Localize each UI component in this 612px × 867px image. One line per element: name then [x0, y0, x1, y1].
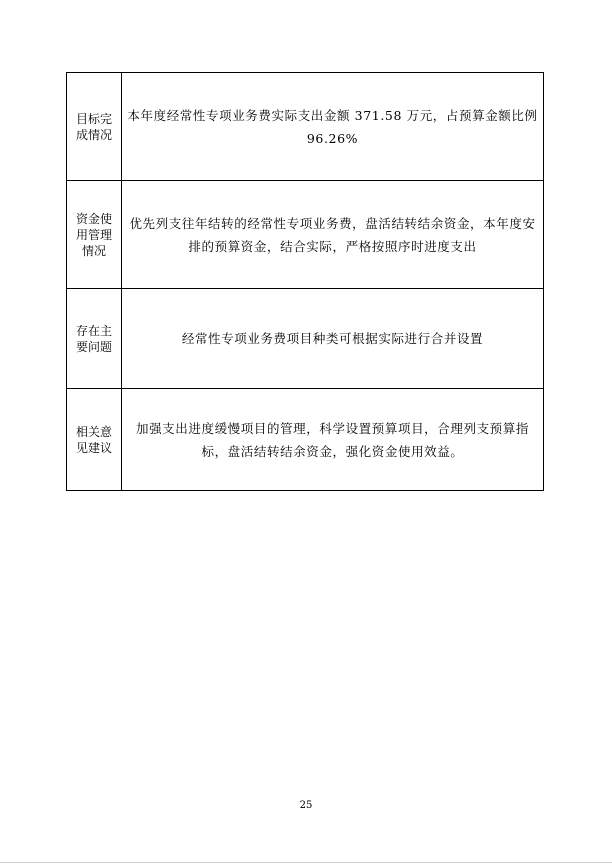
row-label: 相关意见建议	[75, 424, 112, 455]
row-label: 目标完成情况	[75, 111, 112, 142]
page-edge-divider	[0, 862, 612, 863]
row-content: 经常性专项业务费项目种类可根据实际进行合并设置	[181, 331, 484, 346]
report-table	[66, 72, 544, 491]
page-number: 25	[299, 800, 313, 811]
row-label-cell	[67, 181, 122, 289]
table-row-suggestions	[67, 389, 544, 491]
row-label: 资金使用管理情况	[75, 211, 112, 258]
row-label-cell	[67, 289, 122, 389]
row-content: 本年度经常性专项业务费实际支出金额 371.58 万元，占预算金额比例 96.26%	[127, 107, 538, 146]
row-content-cell	[122, 389, 544, 491]
row-content-cell	[122, 181, 544, 289]
row-content-cell	[122, 289, 544, 389]
row-label-cell	[67, 389, 122, 491]
row-content: 优先列支往年结转的经常性专项业务费，盘活结转结余资金，本年度安排的预算资金，结合实际，严格按照序时进度支出	[129, 215, 536, 254]
row-content-cell	[122, 73, 544, 181]
row-label: 存在主要问题	[75, 323, 112, 354]
row-label-cell	[67, 73, 122, 181]
table-row-fund-management	[67, 181, 544, 289]
table-row-main-problems	[67, 289, 544, 389]
table-row-goal-completion	[67, 73, 544, 181]
row-content: 加强支出进度缓慢项目的管理，科学设置预算项目，合理列支预算指标，盘活结转结余资金，强化资金使用效益。	[135, 420, 529, 459]
